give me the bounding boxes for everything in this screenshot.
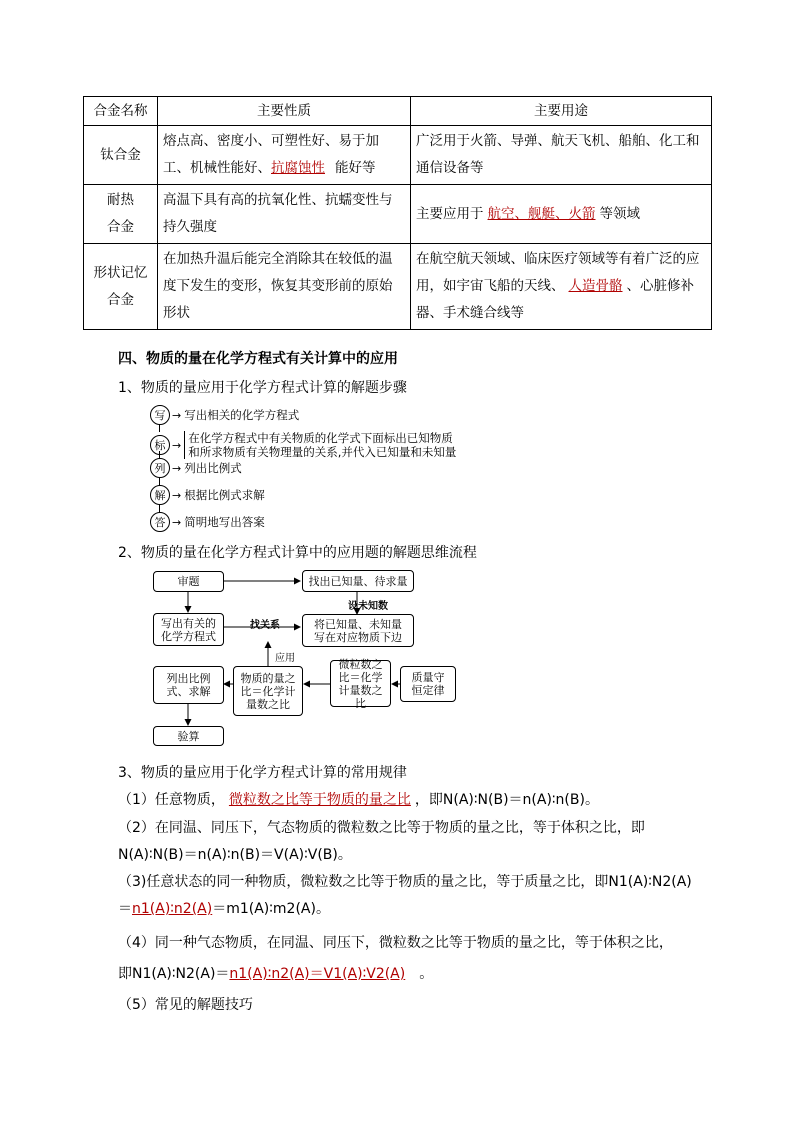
rule-4-line-2	[118, 963, 433, 983]
answer-text: 人造骨骼	[568, 278, 623, 294]
answer-text: n1(A)∶n2(A)＝V1(A)∶V2(A)	[229, 966, 406, 982]
property-text: 能好等	[335, 160, 376, 176]
use-cell	[411, 244, 712, 330]
property-text: 熔点高、密度小、可塑性好、易于加工、机械性能好、	[163, 133, 379, 176]
subheading-1: 1、物质的量应用于化学方程式计算的解题步骤	[118, 380, 407, 396]
table-header-row	[84, 97, 712, 126]
flow-box-shenti: 审题	[153, 571, 224, 592]
flow-box-mass: 质量守恒定律	[400, 666, 456, 702]
flow-box-mark: 将已知量、未知量写在对应物质下边	[302, 614, 414, 647]
arrow-right-icon: →	[172, 488, 182, 502]
flow-box-find: 找出已知量、待求量	[302, 570, 414, 592]
step-text: 和所求物质有关物理量的关系,并代入已知量和未知量	[188, 445, 457, 459]
step-text: 简明地写出答案	[184, 515, 265, 529]
arrow-right-icon: →	[172, 408, 182, 422]
rule-4-line-1: （4）同一种气态物质，在同温、同压下，微粒数之比等于物质的量之比，等于体积之比，	[118, 935, 673, 951]
step-text: 根据比例式求解	[184, 488, 265, 502]
answer-text: n1(A)∶n2(A)	[132, 901, 213, 917]
rule-text: （1）任意物质，	[118, 792, 225, 808]
flow-label-apply: 应用	[275, 653, 295, 664]
step-text: 列出比例式	[184, 461, 242, 475]
flow-box-ratio: 物质的量之比＝化学计量数之比	[233, 666, 303, 716]
rule-2-line-1: （2）在同温、同压下，气态物质的微粒数之比等于物质的量之比，等于体积之比，即	[118, 820, 645, 836]
use-text: 在航空航天领域、临床医疗领域等有着广泛的应用，如宇宙飞船的天线、	[416, 251, 700, 294]
arrow-right-icon: →	[172, 461, 182, 475]
header-alloy-name: 合金名称	[84, 97, 158, 126]
step-text: 在化学方程式中有关物质的化学式下面标出已知物质	[188, 431, 453, 445]
alloy-name-cell	[84, 244, 158, 330]
rule-text: 即N1(A)∶N2(A)＝	[118, 966, 230, 982]
step-badge: 写	[150, 405, 170, 425]
rule-2-line-2: N(A)∶N(B)＝n(A)∶n(B)＝V(A)∶V(B)。	[118, 847, 352, 863]
alloy-name-cell: 钛合金	[84, 126, 158, 185]
header-main-use: 主要用途	[411, 97, 712, 126]
answer-text: 抗腐蚀性	[271, 160, 325, 176]
alloy-name-text: 耐热合金	[107, 192, 134, 235]
table-row	[84, 185, 712, 244]
step-connector	[150, 420, 170, 520]
step-badge: 列	[150, 458, 170, 478]
step-badge: 解	[150, 485, 170, 505]
step-badge: 标	[150, 435, 170, 455]
step-item	[150, 405, 299, 425]
flow-box-write-eq: 写出有关的化学方程式	[153, 613, 224, 646]
use-text: 等领域	[599, 205, 640, 222]
alloy-table	[83, 96, 712, 330]
rule-3-line-1: （3)任意状态的同一种物质，微粒数之比等于物质的量之比，等于质量之比，即N1(A)∶N2(A)	[118, 874, 692, 890]
rule-3-line-2	[118, 898, 330, 918]
rule-5: （5）常见的解题技巧	[118, 997, 253, 1013]
rule-text: ＝	[118, 901, 132, 917]
use-text: 、心脏修补器、手术缝合线等	[416, 278, 694, 321]
section-title: 四、物质的量在化学方程式有关计算中的应用	[118, 351, 398, 367]
subheading-3: 3、物质的量应用于化学方程式计算的常用规律	[118, 765, 407, 781]
header-main-property: 主要性质	[158, 97, 411, 126]
rule-text: ，即N(A)∶N(B)＝n(A)∶n(B)。	[414, 792, 599, 808]
flow-label-find-rel: 找关系	[250, 620, 280, 631]
step-item	[150, 431, 456, 459]
rule-text: 。	[419, 966, 434, 982]
use-text: 主要应用于	[416, 205, 484, 222]
flow-box-micro: 微粒数之比＝化学计量数之比	[330, 660, 391, 707]
flow-box-list: 列出比例式、求解	[153, 666, 224, 704]
subheading-2: 2、物质的量在化学方程式计算中的应用题的解题思维流程	[118, 545, 477, 561]
table-row	[84, 126, 712, 185]
answer-text: 航空、舰艇、火箭	[487, 205, 596, 222]
flow-label-set-unknown: 设未知数	[348, 601, 388, 612]
alloy-name-text: 形状记忆合金	[93, 264, 148, 308]
answer-text: 微粒数之比等于物质的量之比	[228, 792, 411, 808]
property-cell: 高温下具有高的抗氧化性、抗蠕变性与持久强度	[158, 185, 411, 244]
arrow-right-icon: →	[172, 438, 182, 452]
property-cell: 在加热升温后能完全消除其在较低的温度下发生的变形，恢复其变形前的原始形状	[158, 244, 411, 330]
step-text: 写出相关的化学方程式	[184, 408, 300, 422]
use-cell: 广泛用于火箭、导弹、航天飞机、船舶、化工和通信设备等	[411, 126, 712, 185]
property-cell	[158, 126, 411, 185]
rule-text: ＝m1(A)∶m2(A)。	[212, 901, 330, 917]
step-badge: 答	[150, 512, 170, 532]
arrow-right-icon: →	[172, 515, 182, 529]
alloy-name-cell	[84, 185, 158, 244]
flow-box-check: 验算	[153, 726, 224, 746]
rule-1	[118, 789, 599, 809]
use-cell	[411, 185, 712, 244]
table-row	[84, 244, 712, 330]
